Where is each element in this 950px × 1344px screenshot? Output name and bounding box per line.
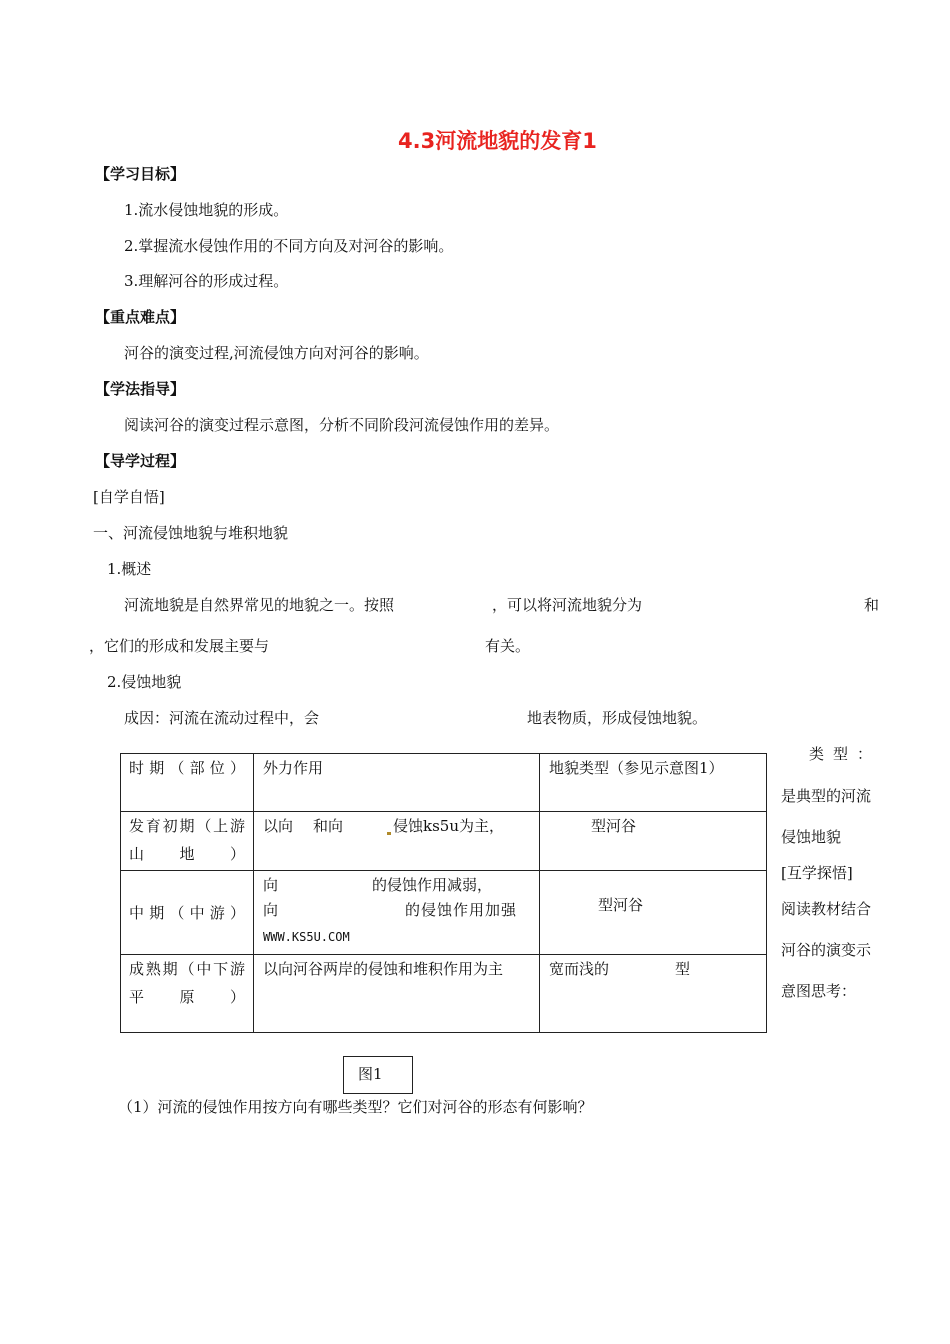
cell-type [540, 812, 767, 871]
table-row [121, 812, 767, 871]
type-text: 宽而浅的 [549, 960, 610, 978]
table-row [121, 871, 767, 955]
watermark-text: WWW.KS5U.COM [263, 930, 350, 944]
overview-text-1a: 河流地貌是自然界常见的地貌之一。按照 [124, 596, 395, 614]
sidebar-line: 侵蚀地貌 [781, 828, 842, 846]
cell-force [254, 812, 540, 871]
overview-text-1b: ，可以将河流地貌分为 [492, 596, 643, 614]
ink-mark [387, 832, 391, 835]
header-type-text: 地貌类型（参见示意图1） [549, 759, 724, 777]
method-text: 阅读河谷的演变过程示意图，分析不同阶段河流侵蚀作用的差异。 [124, 416, 560, 434]
sidebar-line: 是典型的河流 [781, 787, 872, 805]
period-text: 成熟期（中下游平原） [129, 960, 245, 1006]
self-study-label: [自学自悟] [93, 488, 165, 506]
method-heading: 【学法指导】 [95, 380, 186, 398]
table-row [121, 955, 767, 1033]
force-text: 和向 [313, 817, 344, 835]
overview-heading: 1.概述 [107, 560, 152, 578]
header-period-text: 时期（部位） [129, 759, 245, 777]
key-text: 河谷的演变过程,河流侵蚀方向对河谷的影响。 [124, 344, 429, 362]
process-heading: 【导学过程】 [95, 452, 186, 470]
cell-period [121, 955, 254, 1033]
goal-item: 3.理解河谷的形成过程。 [124, 272, 289, 290]
sidebar-line: 类型： [809, 745, 882, 763]
figure-label: 图1 [358, 1065, 383, 1083]
sidebar-line: 阅读教材结合 [781, 900, 872, 918]
cell-type [540, 871, 767, 955]
period-text: 发育初期（上游山地） [129, 817, 245, 863]
force-text: 的侵蚀作用减弱， [372, 876, 493, 894]
landform-table [120, 753, 767, 1033]
force-text: 以向 [263, 817, 294, 835]
figure-label-box [343, 1056, 413, 1094]
overview-text-2a: ，它们的形成和发展主要与 [89, 637, 270, 655]
header-force [254, 754, 540, 812]
type-text: 型河谷 [598, 895, 644, 914]
header-force-text: 外力作用 [263, 759, 324, 777]
header-period [121, 754, 254, 812]
cell-force [254, 871, 540, 955]
force-text: 向 [263, 876, 279, 894]
force-text: 以向河谷两岸的侵蚀和堆积作用为主 [263, 960, 504, 978]
goal-item: 2.掌握流水侵蚀作用的不同方向及对河谷的影响。 [124, 237, 454, 255]
overview-text-1c: 和 [864, 596, 880, 614]
cause-text-b: 地表物质，形成侵蚀地貌。 [527, 709, 708, 727]
cell-period [121, 871, 254, 955]
question-1: （1）河流的侵蚀作用按方向有哪些类型？它们对河谷的形态有何影响？ [118, 1098, 593, 1116]
erosion-heading: 2.侵蚀地貌 [107, 673, 182, 691]
cell-type [540, 955, 767, 1033]
header-type [540, 754, 767, 812]
cell-force [254, 955, 540, 1033]
type-text: 型河谷 [591, 817, 637, 835]
sidebar-line: 河谷的演变示 [781, 941, 872, 959]
sidebar-line: 意图思考： [781, 982, 857, 1000]
cell-period [121, 812, 254, 871]
goals-heading: 【学习目标】 [95, 165, 186, 183]
key-heading: 【重点难点】 [95, 308, 186, 326]
part1-heading: 一、河流侵蚀地貌与堆积地貌 [93, 524, 289, 542]
overview-text-2b: 有关。 [485, 637, 531, 655]
goal-item: 1.流水侵蚀地貌的形成。 [124, 201, 289, 219]
table-header-row [121, 754, 767, 812]
force-text: 侵蚀ks5u为主， [393, 817, 504, 835]
cause-text-a: 成因：河流在流动过程中，会 [124, 709, 320, 727]
period-text: 中期（中游） [129, 903, 245, 922]
type-text: 型 [675, 960, 691, 978]
force-text: 向 [263, 901, 279, 919]
page-title: 4.3河流地貌的发育1 [398, 129, 597, 153]
force-text: 的侵蚀作用加强 [405, 901, 518, 919]
sidebar-line: [互学探悟] [781, 864, 853, 882]
